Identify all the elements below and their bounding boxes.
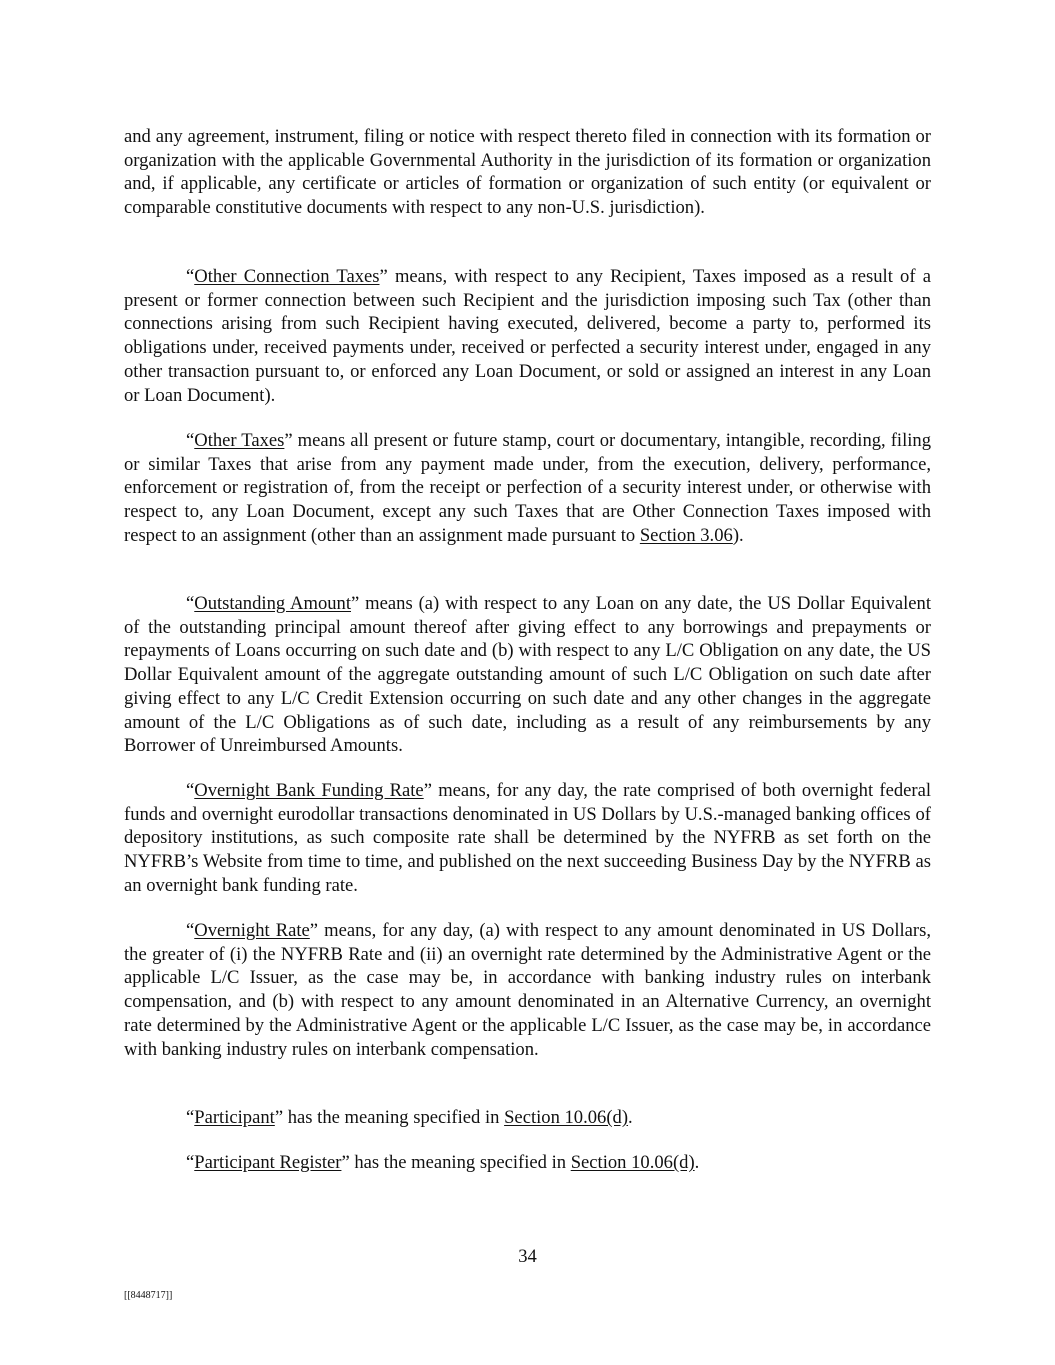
paragraph-continuation (124, 125, 931, 220)
defined-term: Other Taxes (194, 430, 285, 451)
open-quote: “ (186, 920, 195, 941)
page-number: 34 (518, 1246, 537, 1267)
definition-other-connection-taxes (124, 265, 931, 407)
close-quote: ” (341, 1152, 350, 1173)
definition-text: has the meaning specified in (349, 1152, 571, 1173)
defined-term: Outstanding Amount (194, 593, 351, 614)
open-quote: “ (186, 430, 195, 451)
defined-term: Overnight Bank Funding Rate (194, 780, 424, 801)
definition-tail: . (628, 1107, 633, 1128)
open-quote: “ (186, 1107, 195, 1128)
section-reference-link[interactable]: Section 10.06(d) (504, 1107, 629, 1128)
definition-outstanding-amount (124, 592, 931, 758)
definition-text: means, for any day, (a) with respect to any amount denominated in US Dollars, the greater of (i) the NYFRB Rate and (ii) an overnight rate determined by the Administrative Agent or the applicable L/C Issuer, as the case may be, in accordance with banking industry rules on interbank compensation, and (b) with respect to any amount denominated in an Alternative Currency, an overnight rate determined by the Administrative Agent or the applicable L/C Issuer, as the case may be, in accordance with banking industry rules on interbank compensation. (124, 920, 931, 1060)
definition-tail: . (694, 1152, 700, 1173)
open-quote: “ (186, 593, 195, 614)
section-reference-link[interactable]: Section 3.06 (639, 524, 733, 546)
definition-participant (124, 1106, 931, 1130)
close-quote: ” (284, 430, 293, 451)
open-quote: “ (186, 266, 195, 287)
definition-text: means, for any day, the rate comprised of both overnight federal funds and overnight eurodollar transactions denominated in US Dollars by U.S.-managed banking offices of depository institutions, as such composite rate shall be determined by the NYFRB as set forth on the NYFRB’s Website from time to time, and published on the next succeeding Business Day by the NYFRB as an overnight bank funding rate. (124, 780, 931, 896)
close-quote: ” (423, 780, 432, 801)
open-quote: “ (186, 1152, 195, 1173)
close-quote: ” (351, 593, 360, 614)
definition-text: has the meaning specified in (283, 1107, 505, 1128)
defined-term: Overnight Rate (194, 920, 310, 941)
definition-tail: ). (732, 524, 744, 546)
close-quote: ” (309, 920, 319, 941)
definition-other-taxes (124, 429, 931, 548)
section-reference-link[interactable]: Section 10.06(d) (570, 1152, 695, 1173)
defined-term: Participant (194, 1107, 275, 1128)
document-id: [[8448717]] (124, 1290, 173, 1301)
defined-term: Other Connection Taxes (194, 266, 380, 287)
close-quote: ” (274, 1107, 284, 1128)
definition-text: means (a) with respect to any Loan on any date, the US Dollar Equivalent of the outstanding principal amount thereof after giving effect to any borrowings and prepayments or repayments of Loans occurring on such date and (b) with respect to any L/C Obligation on any date, the US Dollar Equivalent amount of the aggregate outstanding amount of such L/C Obligation on such date after giving effect to any L/C Credit Extension occurring on such date and any other changes in the aggregate amount of the L/C Obligations as of such date, including as a result of any reimbursements by any Borrower of Unreimbursed Amounts. (124, 593, 931, 757)
definition-overnight-rate (124, 919, 931, 1061)
close-quote: ” (379, 266, 388, 287)
defined-term: Participant Register (194, 1152, 342, 1173)
definition-overnight-bank-funding-rate (124, 779, 931, 898)
paragraph-text: and any agreement, instrument, filing or notice with respect thereto filed in connection with its formation or organization with the applicable Governmental Authority in the jurisdiction of its formation or organization and, if applicable, any certificate or articles of formation or organization of such entity (or equivalent or comparable constitutive documents with respect to any non-U.S. jurisdiction). (124, 126, 931, 219)
definition-text: means all present or future stamp, court or documentary, intangible, recording, filing or similar Taxes that arise from any payment made under, from the execution, delivery, performance, enforcement or registration of, from the receipt or perfection of a security interest under, or otherwise with respect to, any Loan Document, except any such Taxes that are Other Connection Taxes imposed with respect to an assignment (other than an assignment made pursuant to (124, 430, 931, 546)
definition-text: means, with respect to any Recipient, Taxes imposed as a result of a present or former connection between such Recipient and the jurisdiction imposing such Tax (other than connections arising from such Recipient having executed, delivered, become a party to, performed its obligations under, received payments under, received or perfected a security interest under, engaged in any other transaction pursuant to, or enforced any Loan Document, or sold or assigned an interest in any Loan or Loan Document). (124, 266, 931, 406)
definition-participant-register (124, 1151, 931, 1175)
open-quote: “ (186, 780, 195, 801)
